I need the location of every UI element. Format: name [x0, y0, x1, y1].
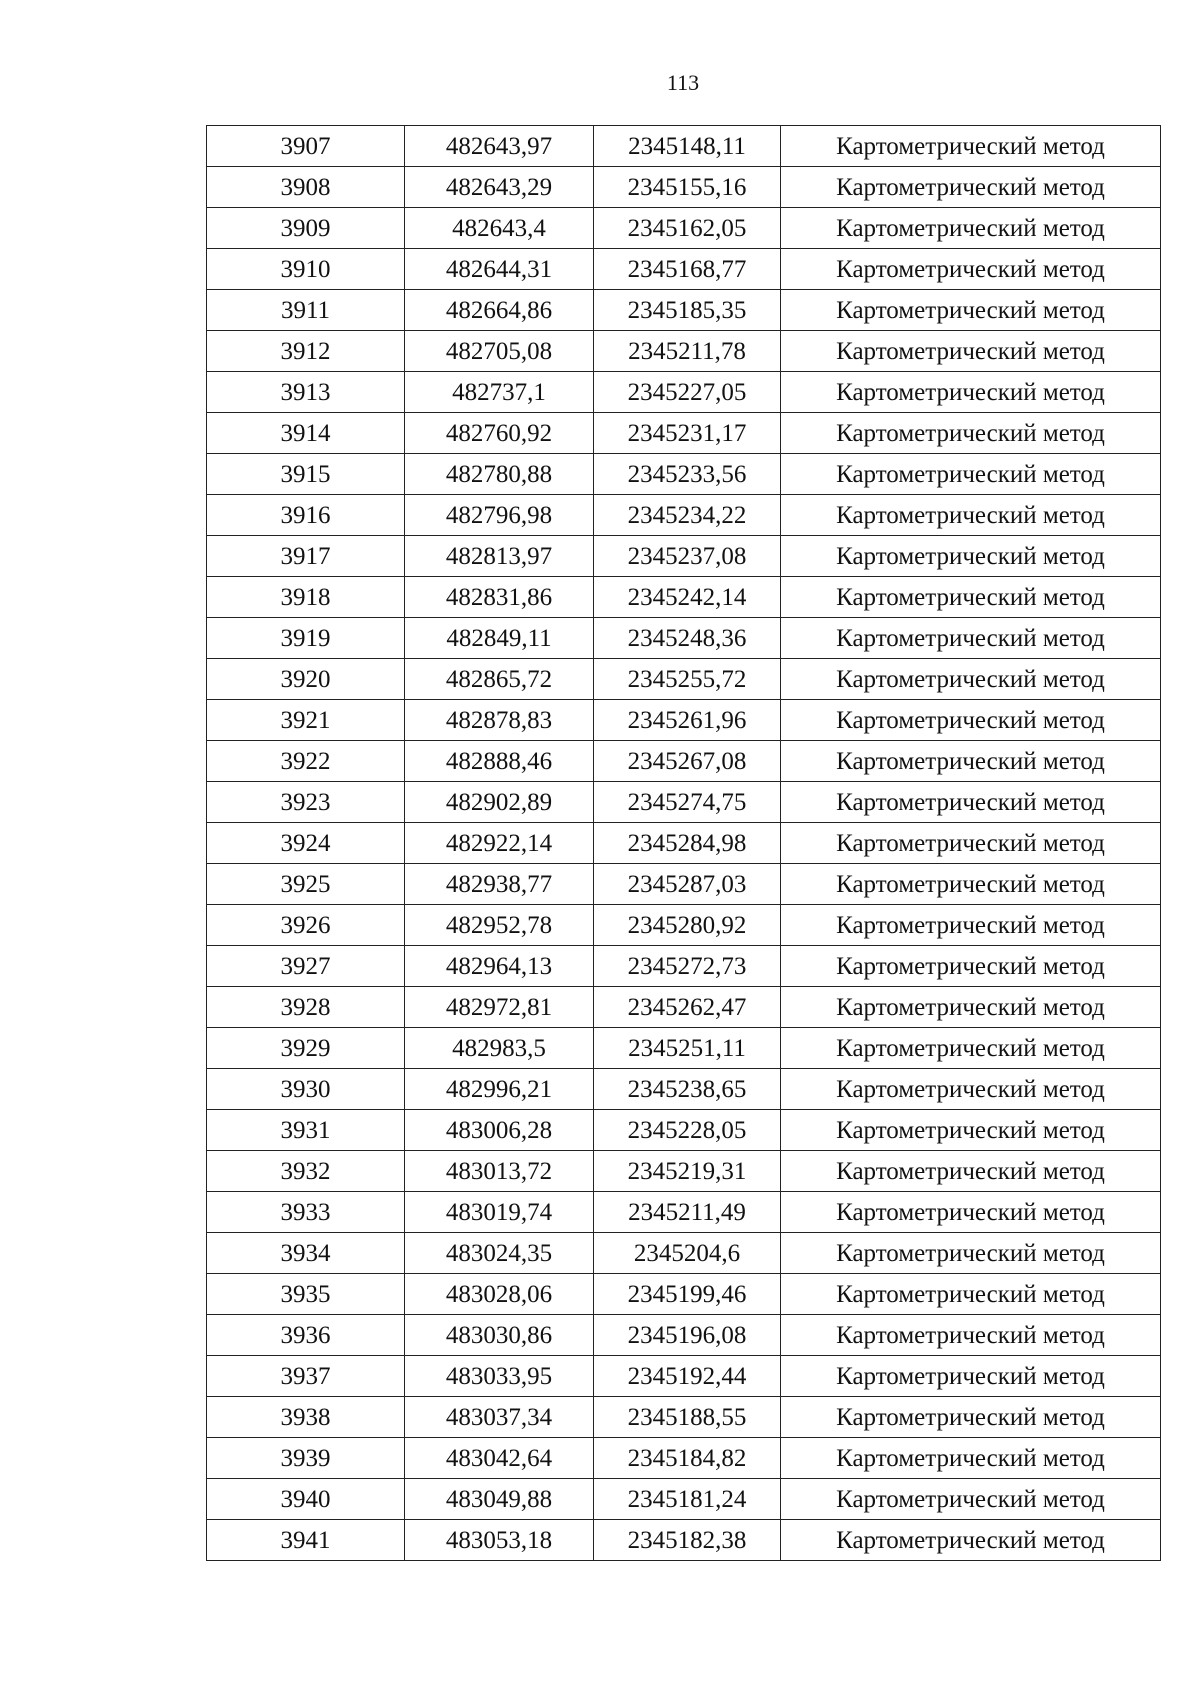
table-row	[207, 1069, 1161, 1110]
y-coordinate-cell: 2345272,73	[594, 946, 781, 987]
y-coordinate-cell: 2345162,05	[594, 208, 781, 249]
x-coordinate-cell: 483028,06	[405, 1274, 594, 1315]
point-number-cell: 3912	[207, 331, 405, 372]
y-coordinate-cell: 2345238,65	[594, 1069, 781, 1110]
y-coordinate-cell: 2345227,05	[594, 372, 781, 413]
x-coordinate-cell: 482796,98	[405, 495, 594, 536]
method-cell: Картометрический метод	[781, 454, 1161, 495]
table-row	[207, 659, 1161, 700]
table-row	[207, 1520, 1161, 1561]
method-cell: Картометрический метод	[781, 413, 1161, 454]
point-number-cell: 3924	[207, 823, 405, 864]
y-coordinate-cell: 2345228,05	[594, 1110, 781, 1151]
point-number-cell: 3919	[207, 618, 405, 659]
table-row	[207, 1233, 1161, 1274]
method-cell: Картометрический метод	[781, 1438, 1161, 1479]
y-coordinate-cell: 2345233,56	[594, 454, 781, 495]
point-number-cell: 3934	[207, 1233, 405, 1274]
x-coordinate-cell: 483013,72	[405, 1151, 594, 1192]
x-coordinate-cell: 482643,97	[405, 126, 594, 167]
point-number-cell: 3913	[207, 372, 405, 413]
table-row	[207, 946, 1161, 987]
point-number-cell: 3930	[207, 1069, 405, 1110]
method-cell: Картометрический метод	[781, 1069, 1161, 1110]
method-cell: Картометрический метод	[781, 741, 1161, 782]
table-row	[207, 700, 1161, 741]
table-row	[207, 1028, 1161, 1069]
method-cell: Картометрический метод	[781, 905, 1161, 946]
method-cell: Картометрический метод	[781, 987, 1161, 1028]
table-row	[207, 577, 1161, 618]
method-cell: Картометрический метод	[781, 1479, 1161, 1520]
point-number-cell: 3921	[207, 700, 405, 741]
y-coordinate-cell: 2345267,08	[594, 741, 781, 782]
method-cell: Картометрический метод	[781, 577, 1161, 618]
y-coordinate-cell: 2345231,17	[594, 413, 781, 454]
method-cell: Картометрический метод	[781, 290, 1161, 331]
table-row	[207, 1110, 1161, 1151]
y-coordinate-cell: 2345255,72	[594, 659, 781, 700]
table-row	[207, 1438, 1161, 1479]
y-coordinate-cell: 2345211,49	[594, 1192, 781, 1233]
point-number-cell: 3909	[207, 208, 405, 249]
point-number-cell: 3931	[207, 1110, 405, 1151]
y-coordinate-cell: 2345204,6	[594, 1233, 781, 1274]
x-coordinate-cell: 483006,28	[405, 1110, 594, 1151]
table-row	[207, 454, 1161, 495]
x-coordinate-cell: 482643,4	[405, 208, 594, 249]
point-number-cell: 3940	[207, 1479, 405, 1520]
method-cell: Картометрический метод	[781, 1315, 1161, 1356]
table-row	[207, 823, 1161, 864]
y-coordinate-cell: 2345251,11	[594, 1028, 781, 1069]
method-cell: Картометрический метод	[781, 331, 1161, 372]
point-number-cell: 3907	[207, 126, 405, 167]
y-coordinate-cell: 2345184,82	[594, 1438, 781, 1479]
table-row	[207, 167, 1161, 208]
point-number-cell: 3908	[207, 167, 405, 208]
y-coordinate-cell: 2345188,55	[594, 1397, 781, 1438]
table-row	[207, 741, 1161, 782]
table-row	[207, 413, 1161, 454]
point-number-cell: 3936	[207, 1315, 405, 1356]
y-coordinate-cell: 2345237,08	[594, 536, 781, 577]
x-coordinate-cell: 482849,11	[405, 618, 594, 659]
point-number-cell: 3922	[207, 741, 405, 782]
method-cell: Картометрический метод	[781, 1028, 1161, 1069]
method-cell: Картометрический метод	[781, 1356, 1161, 1397]
table-row	[207, 495, 1161, 536]
y-coordinate-cell: 2345211,78	[594, 331, 781, 372]
page-number: 113	[666, 70, 700, 95]
method-cell: Картометрический метод	[781, 1151, 1161, 1192]
table-row	[207, 782, 1161, 823]
x-coordinate-cell: 482643,29	[405, 167, 594, 208]
point-number-cell: 3923	[207, 782, 405, 823]
table-row	[207, 1192, 1161, 1233]
point-number-cell: 3917	[207, 536, 405, 577]
table-row	[207, 864, 1161, 905]
point-number-cell: 3920	[207, 659, 405, 700]
method-cell: Картометрический метод	[781, 1274, 1161, 1315]
y-coordinate-cell: 2345287,03	[594, 864, 781, 905]
table-row	[207, 331, 1161, 372]
table-row	[207, 905, 1161, 946]
point-number-cell: 3928	[207, 987, 405, 1028]
point-number-cell: 3927	[207, 946, 405, 987]
method-cell: Картометрический метод	[781, 823, 1161, 864]
x-coordinate-cell: 482996,21	[405, 1069, 594, 1110]
method-cell: Картометрический метод	[781, 659, 1161, 700]
point-number-cell: 3935	[207, 1274, 405, 1315]
y-coordinate-cell: 2345219,31	[594, 1151, 781, 1192]
x-coordinate-cell: 482780,88	[405, 454, 594, 495]
table-row	[207, 1397, 1161, 1438]
x-coordinate-cell: 483024,35	[405, 1233, 594, 1274]
y-coordinate-cell: 2345284,98	[594, 823, 781, 864]
y-coordinate-cell: 2345148,11	[594, 126, 781, 167]
table-row	[207, 1479, 1161, 1520]
x-coordinate-cell: 482878,83	[405, 700, 594, 741]
method-cell: Картометрический метод	[781, 495, 1161, 536]
method-cell: Картометрический метод	[781, 618, 1161, 659]
table-row	[207, 1274, 1161, 1315]
x-coordinate-cell: 482831,86	[405, 577, 594, 618]
x-coordinate-cell: 483042,64	[405, 1438, 594, 1479]
x-coordinate-cell: 482964,13	[405, 946, 594, 987]
method-cell: Картометрический метод	[781, 782, 1161, 823]
x-coordinate-cell: 482972,81	[405, 987, 594, 1028]
table-row	[207, 249, 1161, 290]
method-cell: Картометрический метод	[781, 1397, 1161, 1438]
point-number-cell: 3939	[207, 1438, 405, 1479]
table-row	[207, 1356, 1161, 1397]
y-coordinate-cell: 2345262,47	[594, 987, 781, 1028]
x-coordinate-cell: 482865,72	[405, 659, 594, 700]
method-cell: Картометрический метод	[781, 864, 1161, 905]
point-number-cell: 3932	[207, 1151, 405, 1192]
x-coordinate-cell: 482902,89	[405, 782, 594, 823]
table-row	[207, 618, 1161, 659]
y-coordinate-cell: 2345196,08	[594, 1315, 781, 1356]
x-coordinate-cell: 482938,77	[405, 864, 594, 905]
x-coordinate-cell: 482983,5	[405, 1028, 594, 1069]
method-cell: Картометрический метод	[781, 167, 1161, 208]
point-number-cell: 3926	[207, 905, 405, 946]
point-number-cell: 3918	[207, 577, 405, 618]
method-cell: Картометрический метод	[781, 1520, 1161, 1561]
table-row	[207, 987, 1161, 1028]
table-row	[207, 372, 1161, 413]
x-coordinate-cell: 482737,1	[405, 372, 594, 413]
table-row	[207, 1151, 1161, 1192]
x-coordinate-cell: 483053,18	[405, 1520, 594, 1561]
coordinates-table-body	[207, 126, 1161, 1561]
table-row	[207, 536, 1161, 577]
x-coordinate-cell: 482664,86	[405, 290, 594, 331]
coordinates-table	[206, 125, 1161, 1561]
method-cell: Картометрический метод	[781, 700, 1161, 741]
point-number-cell: 3914	[207, 413, 405, 454]
point-number-cell: 3911	[207, 290, 405, 331]
table-row	[207, 208, 1161, 249]
x-coordinate-cell: 483019,74	[405, 1192, 594, 1233]
x-coordinate-cell: 482813,97	[405, 536, 594, 577]
y-coordinate-cell: 2345181,24	[594, 1479, 781, 1520]
method-cell: Картометрический метод	[781, 208, 1161, 249]
y-coordinate-cell: 2345192,44	[594, 1356, 781, 1397]
x-coordinate-cell: 483049,88	[405, 1479, 594, 1520]
method-cell: Картометрический метод	[781, 249, 1161, 290]
point-number-cell: 3915	[207, 454, 405, 495]
table-row	[207, 290, 1161, 331]
x-coordinate-cell: 482644,31	[405, 249, 594, 290]
y-coordinate-cell: 2345274,75	[594, 782, 781, 823]
y-coordinate-cell: 2345155,16	[594, 167, 781, 208]
point-number-cell: 3937	[207, 1356, 405, 1397]
method-cell: Картометрический метод	[781, 126, 1161, 167]
x-coordinate-cell: 482888,46	[405, 741, 594, 782]
table-row	[207, 1315, 1161, 1356]
y-coordinate-cell: 2345280,92	[594, 905, 781, 946]
method-cell: Картометрический метод	[781, 372, 1161, 413]
method-cell: Картометрический метод	[781, 1192, 1161, 1233]
point-number-cell: 3910	[207, 249, 405, 290]
x-coordinate-cell: 482952,78	[405, 905, 594, 946]
point-number-cell: 3941	[207, 1520, 405, 1561]
point-number-cell: 3933	[207, 1192, 405, 1233]
method-cell: Картометрический метод	[781, 946, 1161, 987]
point-number-cell: 3925	[207, 864, 405, 905]
y-coordinate-cell: 2345168,77	[594, 249, 781, 290]
x-coordinate-cell: 482760,92	[405, 413, 594, 454]
y-coordinate-cell: 2345182,38	[594, 1520, 781, 1561]
y-coordinate-cell: 2345234,22	[594, 495, 781, 536]
point-number-cell: 3916	[207, 495, 405, 536]
point-number-cell: 3938	[207, 1397, 405, 1438]
x-coordinate-cell: 483033,95	[405, 1356, 594, 1397]
y-coordinate-cell: 2345199,46	[594, 1274, 781, 1315]
y-coordinate-cell: 2345185,35	[594, 290, 781, 331]
x-coordinate-cell: 483037,34	[405, 1397, 594, 1438]
y-coordinate-cell: 2345261,96	[594, 700, 781, 741]
x-coordinate-cell: 482705,08	[405, 331, 594, 372]
y-coordinate-cell: 2345242,14	[594, 577, 781, 618]
method-cell: Картометрический метод	[781, 536, 1161, 577]
table-row	[207, 126, 1161, 167]
x-coordinate-cell: 482922,14	[405, 823, 594, 864]
method-cell: Картометрический метод	[781, 1110, 1161, 1151]
method-cell: Картометрический метод	[781, 1233, 1161, 1274]
x-coordinate-cell: 483030,86	[405, 1315, 594, 1356]
y-coordinate-cell: 2345248,36	[594, 618, 781, 659]
point-number-cell: 3929	[207, 1028, 405, 1069]
